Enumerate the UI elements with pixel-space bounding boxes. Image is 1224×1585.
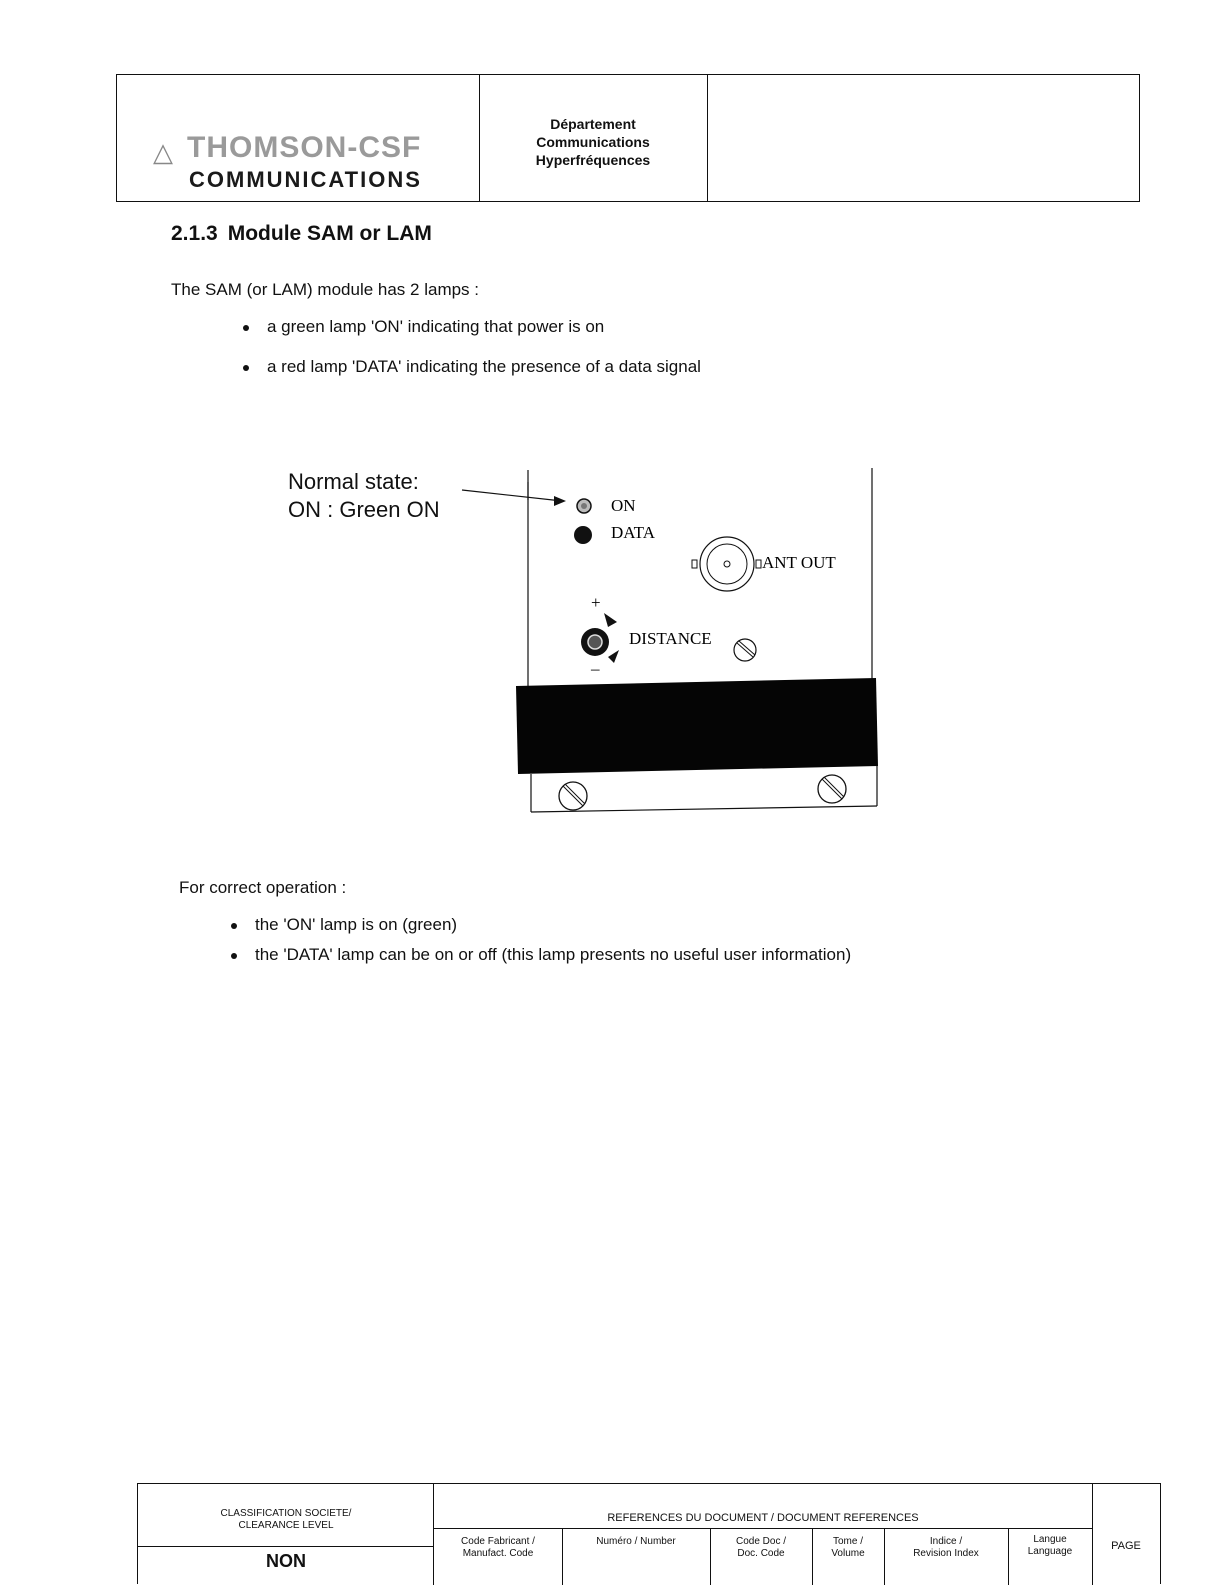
department-line: Hyperfréquences	[535, 152, 651, 168]
distance-plus-label: +	[591, 593, 601, 612]
on-lamp-label: ON	[611, 496, 636, 515]
bullet-icon	[243, 325, 249, 331]
document-header	[116, 74, 1140, 202]
column-header-line: Language	[1027, 1546, 1073, 1557]
classification-title	[138, 1508, 434, 1532]
callout-arrow	[462, 490, 562, 501]
ant-out-connector-icon	[700, 537, 754, 591]
distance-label: DISTANCE	[629, 629, 712, 648]
module-front-panel-diagram	[440, 460, 890, 820]
bullet-icon	[243, 365, 249, 371]
column-header-line: Code Doc /	[735, 1536, 787, 1547]
classification-title-line: CLASSIFICATION SOCIETE/	[220, 1508, 352, 1519]
increase-arrow-icon	[604, 613, 617, 627]
section-title-text: Module SAM or LAM	[227, 222, 432, 245]
column-header-line: Tome /	[832, 1536, 863, 1547]
list-item-text: the 'ON' lamp is on (green)	[255, 915, 458, 934]
data-lamp-label: DATA	[611, 523, 655, 542]
column-header-line: Langue	[1033, 1534, 1067, 1545]
classification-value: NON	[266, 1551, 306, 1571]
thomson-logo-icon: △	[153, 137, 173, 167]
department-line: Communications	[536, 134, 650, 150]
logo-brand: THOMSON-CSF	[187, 131, 422, 164]
logo-cell	[117, 75, 480, 201]
callout-line: Normal state:	[288, 469, 419, 494]
column-header-line: Volume	[831, 1548, 865, 1559]
column-header-number: Numéro / Number	[596, 1536, 676, 1547]
list-item-text: a green lamp 'ON' indicating that power is on	[267, 317, 605, 336]
intro-paragraph: The SAM (or LAM) module has 2 lamps :	[171, 280, 480, 299]
column-header-volume	[812, 1536, 884, 1560]
normal-state-callout	[288, 468, 440, 524]
column-header-line: Revision Index	[913, 1548, 979, 1559]
callout-line: ON : Green ON	[288, 497, 440, 522]
column-header-line: Manufact. Code	[462, 1548, 534, 1559]
black-cover-plate	[516, 678, 878, 774]
column-header-line: Doc. Code	[737, 1548, 785, 1559]
operation-intro: For correct operation :	[179, 878, 347, 897]
ant-out-label: ANT OUT	[762, 553, 836, 572]
column-header-manufacturer-code	[434, 1536, 562, 1560]
column-header-revision-index	[884, 1536, 1008, 1560]
decrease-arrow-icon	[608, 650, 619, 663]
list-item	[231, 945, 851, 965]
section-title	[171, 222, 432, 246]
classification-title-line: CLEARANCE LEVEL	[238, 1520, 334, 1531]
section-number: 2.1.3	[171, 222, 218, 245]
column-header-line: Code Fabricant /	[461, 1536, 535, 1547]
list-item	[243, 317, 604, 337]
logo-subtitle: COMMUNICATIONS	[189, 167, 422, 192]
list-item	[231, 915, 457, 935]
department-line: Département	[550, 116, 636, 132]
list-item-text: the 'DATA' lamp can be on or off (this lamp presents no useful user information)	[255, 945, 852, 964]
column-header-doc-code	[710, 1536, 812, 1560]
bullet-icon	[231, 953, 237, 959]
bullet-icon	[231, 923, 237, 929]
header-blank-cell	[707, 75, 1139, 201]
references-title: REFERENCES DU DOCUMENT / DOCUMENT REFERENCES	[607, 1512, 919, 1524]
arrow-head-icon	[554, 496, 566, 506]
panel-bottom-edge	[531, 806, 877, 812]
column-header-line: Indice /	[929, 1536, 963, 1547]
column-header-language	[1008, 1534, 1092, 1558]
list-item-text: a red lamp 'DATA' indicating the presence of a data signal	[267, 357, 701, 376]
document-footer-table	[137, 1483, 1161, 1584]
department-cell	[479, 75, 708, 201]
column-header-page: PAGE	[1111, 1540, 1141, 1552]
data-lamp-icon	[574, 526, 592, 544]
distance-minus-label: –	[591, 659, 600, 678]
list-item	[243, 357, 701, 377]
